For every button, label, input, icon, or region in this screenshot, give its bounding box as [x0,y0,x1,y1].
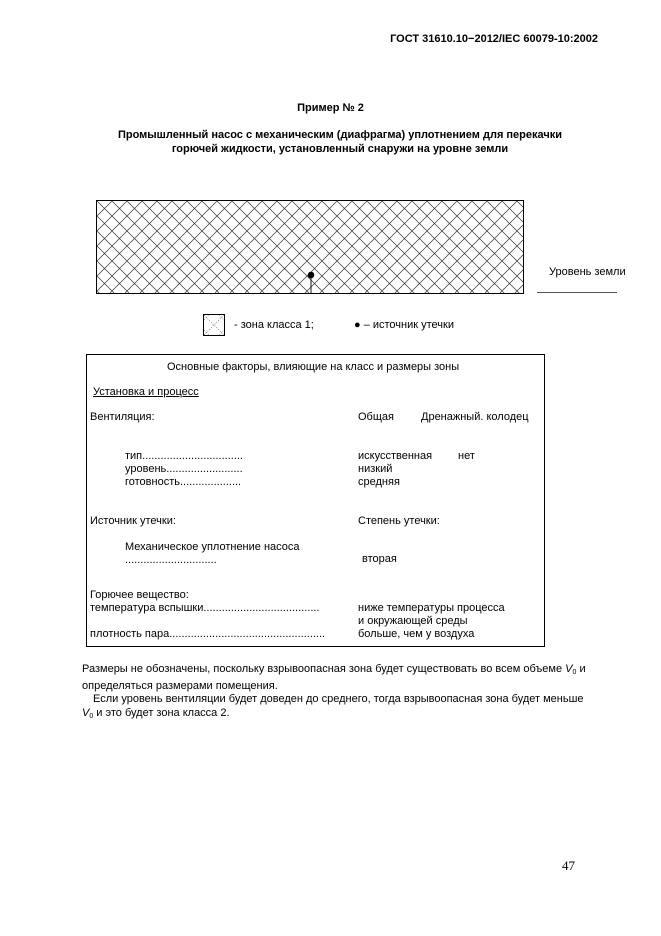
flash-point-label: температура вспышки...................................... [90,602,320,614]
note-1-text: Размеры не обозначены, поскольку взрывоопасная зона будет существовать во всем объеме [82,663,566,675]
flash-point-value-line2: и окружающей среды [358,615,468,627]
dotted-hatch-icon [204,315,224,335]
notes-text [82,663,603,723]
page-number: 47 [562,858,575,873]
legend-zone-text: - зона класса 1; [234,319,314,331]
note-1-variable: V [565,663,573,675]
ventilation-level-value: низкий [358,463,393,475]
example-description-line2: горючей жидкости, установленный снаружи на уровне земли [171,143,509,155]
ground-level-label: Уровень земли [549,266,626,278]
section-installation: Установка и процесс [93,386,199,398]
note-paragraph-2: Если уровень вентиляции будет доведен до среднего, тогда взрывоопасная зона будет меньше [93,693,584,705]
example-title: Пример № 2 [297,102,364,114]
source-label: Источник утечки: [90,515,176,527]
note-2-subscript: 0 [89,712,94,720]
zone-legend-swatch [203,314,225,336]
note-paragraph-1 [82,663,603,680]
vapor-density-label: плотность пара................................................... [90,628,326,640]
ventilation-availability-label: готовность.................... [125,476,242,488]
standard-code-header: ГОСТ 31610.10−2012/IEC 60079-10:2002 [390,33,598,45]
crosshatch-pattern [97,201,523,293]
ground-level-line [537,292,617,293]
note-1-subscript: 0 [572,669,577,676]
flammable-label: Горючее вещество: [90,589,189,601]
example-description-line1: Промышленный насос с механическим (диафрагма) уплотнением для перекачки [117,129,563,141]
ventilation-label: Вентиляция: [90,411,155,423]
release-grade-label: Степень утечки: [358,515,440,527]
ventilation-availability-value: средняя [358,476,400,488]
ventilation-type-label: тип................................. [125,450,243,462]
factors-table [86,354,545,647]
release-grade-value: вторая [362,553,397,565]
source-item-dots: .............................. [125,554,217,566]
ventilation-level-label: уровень......................... [125,463,243,475]
flash-point-value-line1: ниже температуры процесса [358,602,505,614]
note-paragraph-2-line2 [82,706,603,724]
note-2-text-end: и это будет зона класса 2. [93,706,230,719]
leak-source-point [308,272,315,279]
example-description [60,128,620,156]
zone-class-1-area [96,200,524,294]
vapor-density-value: больше, чем у воздуха [358,628,475,640]
ventilation-type-value-drain: нет [458,450,475,462]
ventilation-col-drain: Дренажный. колодец [421,411,529,423]
source-item: Механическое уплотнение насоса [125,541,300,553]
note-2-variable: V [82,706,90,719]
factors-title: Основные факторы, влияющие на класс и размеры зоны [167,361,460,373]
ventilation-col-general: Общая [358,411,394,423]
ventilation-type-value: искусственная [358,450,433,462]
note-1-text-end: и [576,663,586,675]
legend-source-text: ● – источник утечки [354,319,454,331]
note-paragraph-1-line2: определяться размерами помещения. [82,679,278,692]
